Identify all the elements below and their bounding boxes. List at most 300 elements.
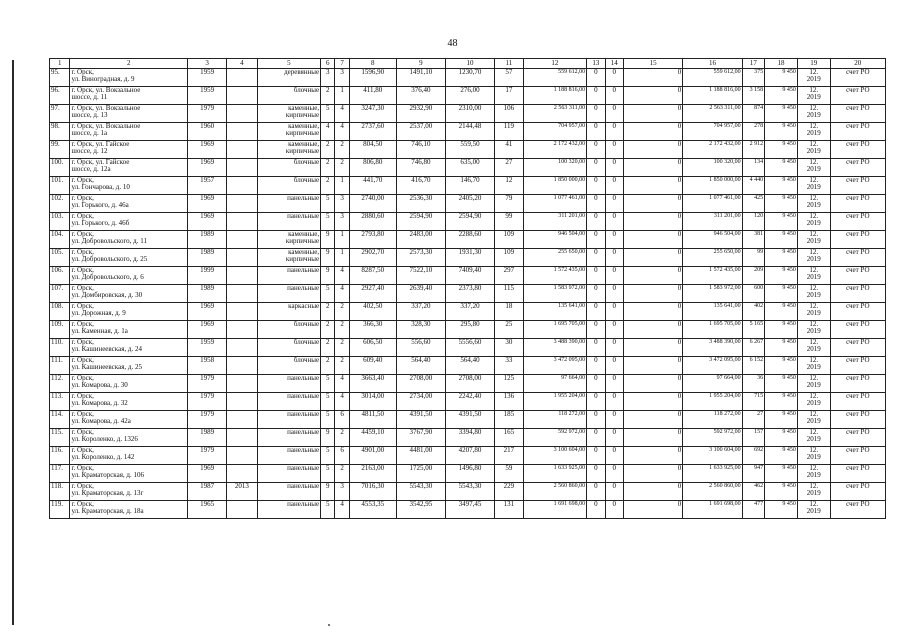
- cell-text: 116.: [51, 446, 63, 454]
- cell-text: 118.: [51, 482, 63, 490]
- cell-col-11: [495, 447, 524, 465]
- cell-col-13: [587, 213, 605, 231]
- cell-text: 1 077 461,00: [709, 195, 741, 201]
- cell-col-14: [605, 105, 623, 123]
- cell-text: 57: [505, 68, 513, 76]
- cell-col-2: [70, 285, 188, 303]
- cell-col-14: [605, 285, 623, 303]
- header-cell: 10: [445, 59, 494, 69]
- cell-text: 2708,00: [458, 374, 482, 382]
- cell-text: 113.: [51, 392, 63, 400]
- cell-col-13: [587, 231, 605, 249]
- cell-text: 2019: [806, 489, 821, 497]
- cell-text: 115: [503, 284, 514, 292]
- cell-text: 1987: [200, 482, 215, 490]
- cell-col-4: [227, 159, 258, 177]
- cell-col-9: [396, 249, 445, 267]
- cell-text: 692: [754, 447, 764, 453]
- cell-col-2: [70, 411, 188, 429]
- header-cell: 13: [587, 59, 605, 69]
- cell-text: панельные: [287, 410, 320, 418]
- cell-text: 0: [612, 158, 616, 166]
- cell-text: 25: [505, 320, 513, 328]
- cell-text: 2019: [806, 363, 821, 371]
- cell-text: 4553,35: [361, 500, 385, 508]
- cell-text: г. Орск,: [71, 446, 94, 454]
- cell-text: 402,50: [363, 302, 383, 310]
- cell-text: 2019: [806, 417, 821, 425]
- cell-col-17: [742, 303, 765, 321]
- cell-col-18: [765, 123, 798, 141]
- cell-col-18: [765, 249, 798, 267]
- cell-col-15: [623, 249, 682, 267]
- cell-text: г. Орск,: [71, 68, 94, 76]
- cell-col-2: [70, 123, 188, 141]
- cell-col-16: [683, 447, 742, 465]
- table-row: [50, 87, 886, 105]
- cell-text: 1960: [200, 122, 215, 130]
- cell-col-17: [742, 213, 765, 231]
- cell-text: г. Орск,: [71, 248, 94, 256]
- cell-text: блочные: [293, 320, 320, 328]
- cell-text: 592 972,00: [713, 429, 741, 435]
- cell-text: 134: [754, 159, 764, 165]
- cell-text: 1959: [200, 68, 215, 76]
- cell-text: 165: [503, 428, 515, 436]
- cell-col-11: [495, 303, 524, 321]
- cell-col-20: [830, 357, 885, 375]
- cell-col-10: [445, 501, 494, 519]
- cell-text: 2019: [806, 219, 821, 227]
- cell-text: 111.: [51, 356, 63, 364]
- cell-col-15: [623, 285, 682, 303]
- cell-col-17: [742, 483, 765, 501]
- cell-col-19: [797, 501, 830, 519]
- cell-text: г. Орск,: [71, 194, 94, 202]
- cell-text: 1979: [200, 410, 215, 418]
- cell-col-5: [257, 339, 320, 357]
- cell-col-20: [830, 429, 885, 447]
- cell-text: 0: [612, 320, 616, 328]
- cell-text: 4: [326, 122, 330, 130]
- cell-col-3: [188, 87, 227, 105]
- cell-text: панельные: [287, 428, 320, 436]
- cell-text: каменные,: [288, 122, 320, 130]
- cell-text: 0: [594, 392, 598, 400]
- cell-col-19: [797, 105, 830, 123]
- cell-text: 12.: [809, 194, 819, 202]
- cell-text: 185: [503, 410, 515, 418]
- cell-text: 2: [340, 338, 344, 346]
- cell-text: 1 695 705,00: [553, 321, 586, 327]
- cell-col-14: [605, 69, 623, 87]
- cell-text: 2: [326, 140, 330, 148]
- cell-col-10: [445, 393, 494, 411]
- cell-text: 564,40: [460, 356, 480, 364]
- cell-text: 1969: [200, 140, 215, 148]
- cell-text: 2019: [806, 435, 821, 443]
- cell-text: счет РО: [846, 464, 870, 472]
- cell-text: 1496,80: [458, 464, 482, 472]
- cell-text: 3 488 390,00: [709, 339, 741, 345]
- cell-text: 135 641,00: [713, 303, 741, 309]
- cell-text: 1596,90: [361, 68, 385, 76]
- cell-text: 337,20: [411, 302, 431, 310]
- cell-text: 105.: [51, 248, 64, 256]
- header-cell: 16: [683, 59, 742, 69]
- cell-col-6: [321, 159, 335, 177]
- cell-text: 107.: [51, 284, 64, 292]
- cell-col-15: [623, 375, 682, 393]
- cell-text: 100 320,00: [558, 159, 586, 165]
- cell-text: 2594,90: [409, 212, 433, 220]
- cell-col-10: [445, 249, 494, 267]
- cell-text: 9 450: [782, 249, 796, 255]
- cell-col-7: [335, 141, 349, 159]
- cell-col-16: [683, 213, 742, 231]
- cell-col-7: [335, 339, 349, 357]
- cell-col-8: [349, 483, 396, 501]
- cell-text: 4: [340, 266, 344, 274]
- cell-col-2: [70, 177, 188, 195]
- table-row: [50, 393, 886, 411]
- cell-text: 1 572 435,00: [553, 267, 586, 273]
- cell-col-12: [523, 339, 586, 357]
- cell-col-9: [396, 339, 445, 357]
- cell-col-19: [797, 393, 830, 411]
- cell-col-5: [257, 357, 320, 375]
- cell-col-7: [335, 285, 349, 303]
- cell-text: 0: [594, 338, 598, 346]
- cell-text: 4391,50: [458, 410, 482, 418]
- cell-text: ул. Краматорская, д. 13г: [71, 489, 144, 497]
- cell-col-15: [623, 141, 682, 159]
- cell-col-1: [50, 177, 70, 195]
- header-cell: 19: [797, 59, 830, 69]
- cell-col-4: [227, 141, 258, 159]
- cell-col-8: [349, 339, 396, 357]
- cell-text: 600: [754, 285, 764, 291]
- cell-text: 2: [326, 320, 330, 328]
- cell-col-11: [495, 357, 524, 375]
- scan-edge-bar: [12, 60, 14, 625]
- cell-col-11: [495, 177, 524, 195]
- cell-col-7: [335, 69, 349, 87]
- cell-col-4: [227, 231, 258, 249]
- cell-col-9: [396, 267, 445, 285]
- cell-text: 0: [612, 500, 616, 508]
- cell-text: 704 957,00: [713, 123, 741, 129]
- cell-text: 97 664,00: [561, 375, 586, 381]
- cell-text: ул. Виноградная, д. 9: [71, 75, 135, 83]
- cell-text: 2019: [806, 471, 821, 479]
- header-cell: 2: [70, 59, 188, 69]
- table-row: [50, 303, 886, 321]
- cell-text: 1959: [200, 338, 215, 346]
- cell-text: г. Орск, ул. Гайское: [71, 140, 130, 148]
- cell-col-9: [396, 411, 445, 429]
- cell-col-18: [765, 393, 798, 411]
- cell-text: 1979: [200, 104, 215, 112]
- cell-col-20: [830, 267, 885, 285]
- cell-text: 7409,40: [458, 266, 482, 274]
- cell-text: 12.: [809, 104, 819, 112]
- cell-text: 0: [594, 248, 598, 256]
- cell-text: 366,30: [363, 320, 383, 328]
- cell-text: 462: [754, 483, 764, 489]
- cell-col-20: [830, 411, 885, 429]
- cell-text: 9 450: [782, 321, 796, 327]
- cell-col-19: [797, 303, 830, 321]
- cell-col-8: [349, 105, 396, 123]
- cell-text: 2019: [806, 291, 821, 299]
- cell-text: 0: [677, 410, 682, 418]
- cell-text: 2242,40: [458, 392, 482, 400]
- cell-col-7: [335, 429, 349, 447]
- cell-text: 278: [754, 123, 764, 129]
- cell-text: 9 450: [782, 303, 796, 309]
- cell-col-20: [830, 213, 885, 231]
- cell-text: 1 572 435,00: [709, 267, 741, 273]
- cell-text: счет РО: [846, 68, 870, 76]
- cell-col-1: [50, 195, 70, 213]
- cell-text: 0: [594, 212, 598, 220]
- cell-col-11: [495, 285, 524, 303]
- housing-table: [49, 58, 886, 519]
- cell-text: 0: [677, 212, 682, 220]
- cell-col-18: [765, 483, 798, 501]
- cell-text: каменные,: [288, 248, 320, 256]
- cell-col-1: [50, 321, 70, 339]
- cell-col-12: [523, 87, 586, 105]
- cell-col-4: [227, 177, 258, 195]
- cell-col-18: [765, 375, 798, 393]
- cell-text: 12.: [809, 248, 819, 256]
- cell-col-4: [227, 303, 258, 321]
- cell-text: 117.: [51, 464, 63, 472]
- cell-col-2: [70, 87, 188, 105]
- cell-text: счет РО: [846, 338, 870, 346]
- cell-text: 112.: [51, 374, 63, 382]
- cell-text: г. Орск,: [71, 410, 94, 418]
- cell-text: 1989: [200, 428, 215, 436]
- cell-col-4: [227, 285, 258, 303]
- cell-col-1: [50, 429, 70, 447]
- cell-text: 1: [340, 248, 344, 256]
- cell-col-12: [523, 195, 586, 213]
- cell-text: 12.: [809, 68, 819, 76]
- cell-text: 564,40: [411, 356, 431, 364]
- cell-col-4: [227, 411, 258, 429]
- cell-col-1: [50, 483, 70, 501]
- cell-col-5: [257, 429, 320, 447]
- cell-text: 1725,00: [409, 464, 433, 472]
- cell-col-3: [188, 447, 227, 465]
- table-row: [50, 213, 886, 231]
- cell-text: блочные: [293, 356, 320, 364]
- table-row: [50, 447, 886, 465]
- cell-col-8: [349, 501, 396, 519]
- cell-text: 4: [340, 104, 344, 112]
- cell-col-15: [623, 105, 682, 123]
- cell-text: 125: [503, 374, 515, 382]
- cell-text: 4: [340, 500, 344, 508]
- table-row: [50, 123, 886, 141]
- cell-col-2: [70, 195, 188, 213]
- table-row: [50, 249, 886, 267]
- cell-text: 2483,00: [409, 230, 433, 238]
- cell-text: г. Орск,: [71, 284, 94, 292]
- cell-text: 1958: [200, 356, 215, 364]
- cell-col-6: [321, 303, 335, 321]
- cell-col-20: [830, 141, 885, 159]
- cell-col-19: [797, 213, 830, 231]
- cell-col-7: [335, 159, 349, 177]
- cell-text: счет РО: [846, 158, 870, 166]
- cell-col-5: [257, 447, 320, 465]
- cell-col-19: [797, 321, 830, 339]
- cell-text: 0: [612, 302, 616, 310]
- cell-col-16: [683, 195, 742, 213]
- cell-text: 120: [754, 213, 764, 219]
- cell-col-19: [797, 231, 830, 249]
- table-body: [50, 59, 886, 519]
- cell-text: 2288,60: [458, 230, 482, 238]
- cell-col-17: [742, 141, 765, 159]
- cell-text: 2019: [806, 507, 821, 515]
- cell-text: 2932,90: [409, 104, 433, 112]
- cell-col-2: [70, 231, 188, 249]
- cell-col-15: [623, 357, 682, 375]
- cell-col-8: [349, 285, 396, 303]
- cell-col-6: [321, 321, 335, 339]
- cell-col-10: [445, 123, 494, 141]
- cell-text: 101.: [51, 176, 64, 184]
- cell-text: 0: [594, 104, 598, 112]
- cell-col-3: [188, 231, 227, 249]
- cell-col-14: [605, 411, 623, 429]
- cell-col-10: [445, 213, 494, 231]
- cell-col-19: [797, 483, 830, 501]
- cell-col-1: [50, 447, 70, 465]
- cell-col-19: [797, 267, 830, 285]
- cell-text: 441,70: [363, 176, 383, 184]
- cell-text: 2019: [806, 183, 821, 191]
- cell-col-3: [188, 375, 227, 393]
- cell-col-1: [50, 465, 70, 483]
- cell-col-20: [830, 465, 885, 483]
- cell-col-5: [257, 303, 320, 321]
- cell-col-20: [830, 159, 885, 177]
- cell-text: 102.: [51, 194, 64, 202]
- cell-text: 100.: [51, 158, 64, 166]
- cell-text: г. Орск,: [71, 356, 94, 364]
- cell-col-11: [495, 339, 524, 357]
- cell-col-11: [495, 105, 524, 123]
- cell-text: 95.: [51, 68, 60, 76]
- cell-col-16: [683, 429, 742, 447]
- cell-text: 559 612,00: [713, 69, 741, 75]
- cell-text: 0: [594, 446, 598, 454]
- cell-col-12: [523, 303, 586, 321]
- cell-text: 12.: [809, 230, 819, 238]
- cell-text: 0: [677, 266, 682, 274]
- cell-col-9: [396, 429, 445, 447]
- cell-text: 1969: [200, 320, 215, 328]
- cell-text: 1 188 816,00: [709, 87, 741, 93]
- cell-col-17: [742, 159, 765, 177]
- cell-col-17: [742, 339, 765, 357]
- cell-col-2: [70, 465, 188, 483]
- cell-col-12: [523, 429, 586, 447]
- cell-col-19: [797, 159, 830, 177]
- cell-text: счет РО: [846, 284, 870, 292]
- cell-col-12: [523, 501, 586, 519]
- cell-col-7: [335, 465, 349, 483]
- cell-col-14: [605, 177, 623, 195]
- cell-col-2: [70, 159, 188, 177]
- cell-col-8: [349, 69, 396, 87]
- cell-col-8: [349, 213, 396, 231]
- cell-text: 0: [612, 374, 616, 382]
- cell-col-18: [765, 321, 798, 339]
- cell-text: 297: [503, 266, 515, 274]
- cell-col-14: [605, 357, 623, 375]
- cell-text: 0: [677, 176, 682, 184]
- cell-text: 9 450: [782, 159, 796, 165]
- cell-text: г. Орск,: [71, 482, 94, 490]
- cell-text: ул. Краматорская, д. 106: [71, 471, 144, 479]
- cell-text: 2639,40: [409, 284, 433, 292]
- cell-col-1: [50, 375, 70, 393]
- cell-col-13: [587, 465, 605, 483]
- cell-text: 0: [612, 68, 616, 76]
- cell-text: 9 450: [782, 141, 796, 147]
- cell-col-10: [445, 357, 494, 375]
- cell-text: ул. Добровольского, д. 11: [71, 237, 147, 245]
- cell-text: 0: [612, 482, 616, 490]
- cell-col-14: [605, 141, 623, 159]
- cell-text: 4459,10: [361, 428, 385, 436]
- cell-text: 2 560 860,00: [553, 483, 586, 489]
- cell-col-19: [797, 447, 830, 465]
- cell-text: ул. Короленко, д. 142: [71, 453, 135, 461]
- table-row: [50, 231, 886, 249]
- cell-text: 2927,40: [361, 284, 385, 292]
- cell-col-2: [70, 321, 188, 339]
- cell-text: 7522,10: [409, 266, 433, 274]
- cell-text: 12: [505, 176, 513, 184]
- cell-text: г. Орск,: [71, 464, 94, 472]
- cell-col-7: [335, 177, 349, 195]
- cell-col-14: [605, 213, 623, 231]
- cell-col-2: [70, 429, 188, 447]
- cell-text: 1 188 816,00: [553, 87, 586, 93]
- cell-text: ул. Гончарова, д. 10: [71, 183, 130, 191]
- cell-col-18: [765, 105, 798, 123]
- cell-text: ул. Комарова, д. 32: [71, 399, 128, 407]
- cell-col-19: [797, 465, 830, 483]
- cell-col-2: [70, 267, 188, 285]
- cell-col-18: [765, 339, 798, 357]
- cell-col-17: [742, 393, 765, 411]
- cell-text: 3: [340, 212, 344, 220]
- cell-text: 2019: [806, 309, 821, 317]
- cell-text: 5543,30: [458, 482, 482, 490]
- cell-col-10: [445, 87, 494, 105]
- cell-col-18: [765, 141, 798, 159]
- cell-col-5: [257, 213, 320, 231]
